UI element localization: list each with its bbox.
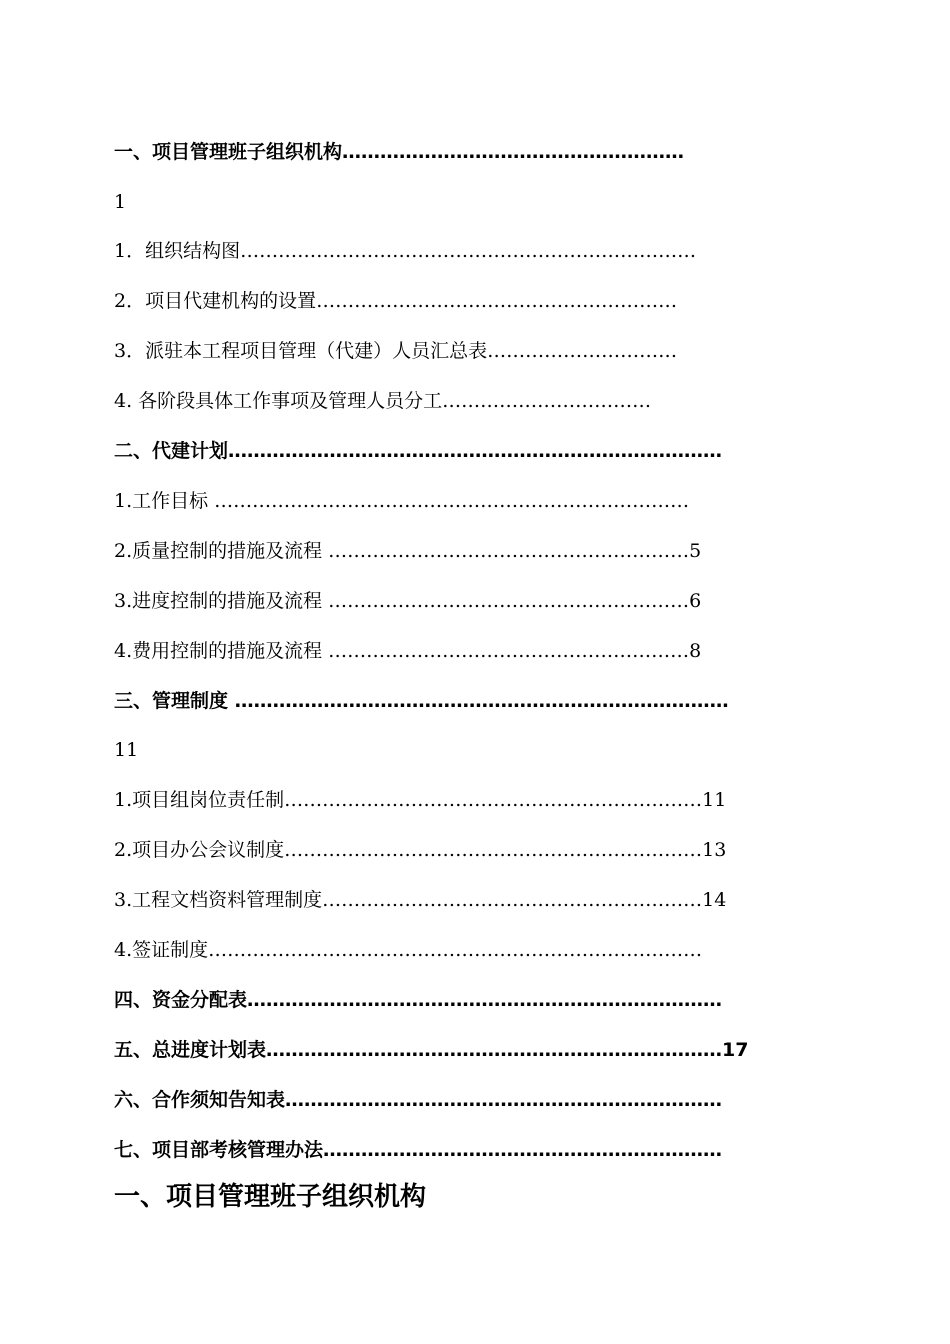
toc-entry-7[interactable]: 七、项目部考核管理办法……………………………………………………… [114, 1139, 723, 1161]
toc-entry-2-1[interactable]: 1.工作目标 ………………………………………………………………… [114, 490, 690, 512]
section-heading: 一、项目管理班子组织机构 [114, 1182, 427, 1212]
toc-entry-1-page: 1 [114, 191, 127, 213]
toc-entry-1[interactable]: 一、项目管理班子组织机构……………………………………………… [114, 141, 685, 163]
toc-entry-3[interactable]: 三、管理制度 …………………………………………………………………… [114, 690, 729, 712]
toc-entry-3-page: 11 [114, 739, 139, 761]
toc-entry-3-4[interactable]: 4.签证制度…………………………………………………………………… [114, 939, 703, 961]
toc-entry-2-4[interactable]: 4.费用控制的措施及流程 …………………………………………………8 [114, 640, 702, 662]
toc-entry-3-2[interactable]: 2.项目办公会议制度…………………………………………………………13 [114, 839, 727, 861]
toc-entry-1-3[interactable]: 3．派驻本工程项目管理（代建）人员汇总表………………………… [114, 340, 678, 362]
toc-entry-1-2[interactable]: 2．项目代建机构的设置………………………………………………… [114, 290, 678, 312]
toc-entry-1-4[interactable]: 4. 各阶段具体工作事项及管理人员分工…………………………… [114, 390, 652, 412]
toc-entry-4[interactable]: 四、资金分配表………………………………………………………………… [114, 989, 723, 1011]
toc-entry-3-1[interactable]: 1.项目组岗位责任制…………………………………………………………11 [114, 789, 727, 811]
toc-entry-2[interactable]: 二、代建计划…………………………………………………………………… [114, 440, 723, 462]
toc-entry-6[interactable]: 六、合作须知告知表…………………………………………………………… [114, 1089, 723, 1111]
toc-entry-2-3[interactable]: 3.进度控制的措施及流程 …………………………………………………6 [114, 590, 702, 612]
toc-entry-1-1[interactable]: 1．组织结构图……………………………………………………………… [114, 240, 697, 262]
toc-entry-2-2[interactable]: 2.质量控制的措施及流程 …………………………………………………5 [114, 540, 702, 562]
toc-entry-5[interactable]: 五、总进度计划表………………………………………………………………17 [114, 1039, 749, 1061]
toc-entry-3-3[interactable]: 3.工程文档资料管理制度……………………………………………………14 [114, 889, 727, 911]
